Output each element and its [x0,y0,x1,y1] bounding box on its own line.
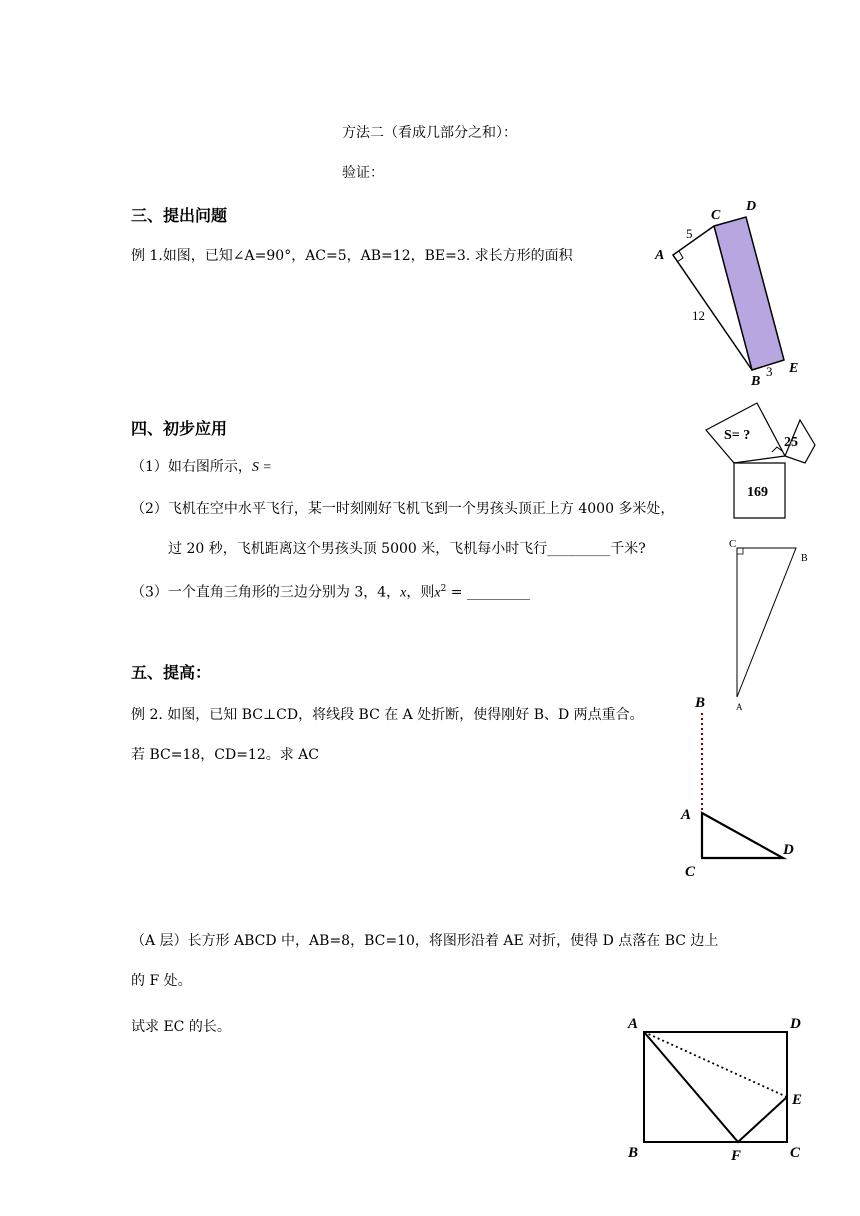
fig3-label-A: A [736,702,743,712]
fig3-label-C: C [729,538,737,550]
verify-label: 验证： [342,165,384,181]
fig4-label-B: B [695,695,706,711]
fig5-label-A: A [628,1016,639,1032]
fig1-length-AC: 5 [686,226,693,241]
question-2-line-2: 过 20 秒，飞机距离这个男孩头顶 5000 米，飞机每小时飞行_________千米? [168,541,646,557]
example-2-line-2: 若 BC=18，CD=12。求 AC [131,747,320,763]
question-3-x-squared: x [434,585,441,601]
right-angle-mark [677,251,683,262]
fig5-fold-AFE [644,1032,787,1142]
fig1-label-B: B [751,374,761,389]
question-1 [131,458,272,477]
fig3-triangle [737,548,796,697]
fig2-label-25: 25 [784,435,798,450]
fig1-label-C: C [711,208,721,223]
fig3-label-B: B [801,553,808,564]
example-2-line-1: 例 2. 如图，已知 BC⊥CD，将线段 BC 在 A 处折断，使得刚好 B、D 两点重合。 [131,707,644,723]
question-3-x: x [400,585,407,601]
rectangle-shape [714,217,784,370]
question-3-exponent: 2 [440,584,447,594]
section-4-title: 四、初步应用 [131,419,228,438]
fig2-label-s: S= ? [724,428,751,443]
section-5-title: 五、提高： [131,663,212,682]
layer-a-line-1: （A 层）长方形 ABCD 中，AB=8，BC=10，将图形沿着 AE 对折，使得 D 点落在 BC 边上 [131,933,719,949]
fig4-triangle [702,813,783,858]
question-3-text: （3）一个直角三角形的三边分别为 3，4， [131,584,401,601]
figure-5-folded-rectangle [622,1010,812,1170]
question-3 [131,580,530,603]
fig5-label-D: D [790,1016,801,1032]
fig2-label-169: 169 [747,485,768,500]
figure-1-triangle-rectangle [650,195,810,395]
fig3-right-angle-mark [737,548,743,554]
fig1-length-BE: 3 [766,364,773,379]
fig1-length-AB: 12 [692,308,705,323]
figure-3-thin-triangle [725,535,815,715]
question-2-line-1: （2）飞机在空中水平飞行，某一时刻刚好飞机飞到一个男孩头顶正上方 4000 多米处， [131,501,675,517]
fig1-label-A: A [655,248,665,263]
layer-a-line-2: 的 F 处。 [131,973,192,989]
fig4-label-C: C [685,864,696,880]
question-1-variable: S = [251,460,272,475]
fig4-label-D: D [783,842,794,858]
layer-a-line-3: 试求 EC 的长。 [131,1019,231,1035]
example-1-text: 例 1.如图，已知∠A=90°，AC=5，AB=12，BE=3. 求长方形的面积 [131,248,573,264]
method-two-heading: 方法二（看成几部分之和）： [342,125,517,141]
fig5-rectangle [644,1032,787,1142]
fig5-label-B: B [628,1145,639,1161]
question-3-mid: ，则 [406,584,435,601]
fig5-label-C: C [790,1145,801,1161]
fig1-label-E: E [789,361,799,376]
figure-4-folded-segment [675,690,805,880]
section-3-title: 三、提出问题 [131,206,228,225]
fig5-label-F: F [731,1148,742,1164]
fig1-label-D: D [746,199,757,214]
question-1-text: （1）如右图所示， [131,459,252,475]
figure-2-squares [700,395,825,525]
fig4-label-A: A [681,807,692,823]
question-3-blank: = _________ [446,584,530,601]
fig5-dotted-AE [644,1032,787,1097]
fig5-label-E: E [792,1092,803,1108]
